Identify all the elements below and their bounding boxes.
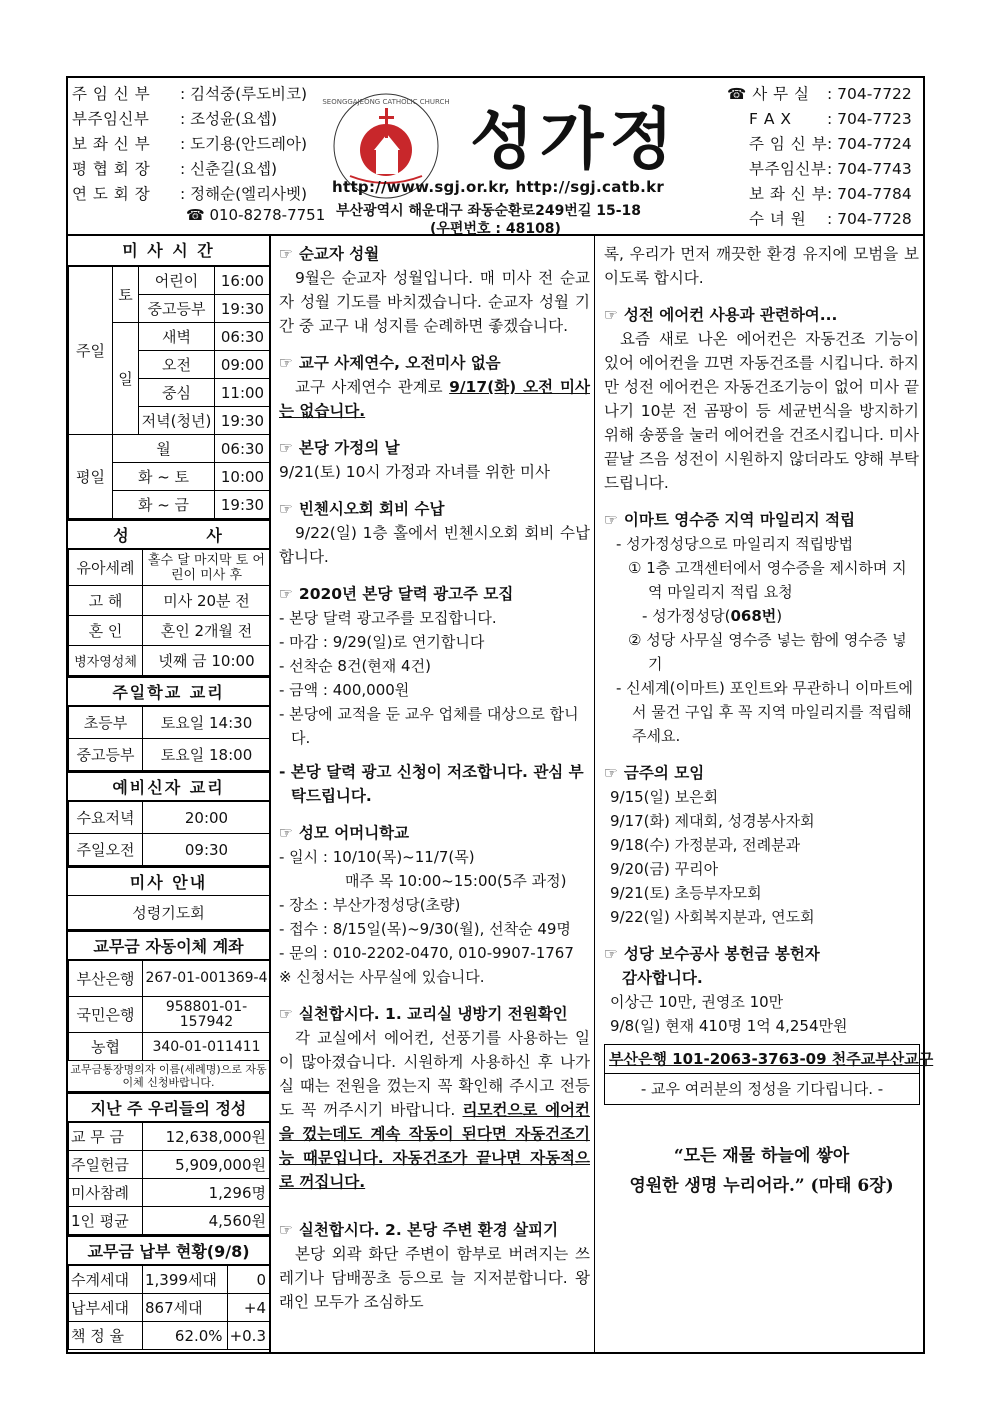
mass-name: 새벽 <box>139 323 215 351</box>
staff-list <box>72 82 307 207</box>
bank-name: 농협 <box>69 1033 143 1061</box>
list-item: - 성가정성당으로 마일리지 적립방법 <box>616 535 854 553</box>
notice-sanctuary-ac <box>604 303 919 495</box>
mass-time: 19:30 <box>215 295 271 323</box>
notice-title: 2020년 본당 달력 광고주 모집 <box>298 585 514 603</box>
quote-line: “모든 재물 하늘에 쌓아 <box>673 1146 850 1166</box>
notice-title: 성모 어머니학교 <box>298 824 410 842</box>
mass-name: 중고등부 <box>139 295 215 323</box>
contact-value: : 704-7784 <box>827 185 912 203</box>
contact-value: : 704-7724 <box>827 135 912 153</box>
table-row <box>69 739 271 771</box>
account-table <box>68 960 271 1061</box>
staff-name: : 정해순(엘리사벳) <box>180 185 308 203</box>
staff-role: 보 좌 신 부 <box>72 135 151 153</box>
notice-emphasis: 리모컨으로 에어컨을 껐는데도 계속 작동이 된다면 자동건조기능 때문입니다. 자동건조가 끝나면 자동적으로 꺼집니다. <box>279 1101 590 1191</box>
donation-note: - 교우 여러분의 정성을 기다립니다. - <box>640 1080 884 1098</box>
notice-family-day <box>279 436 590 484</box>
mass-time: 16:00 <box>215 267 271 295</box>
logo-text: SEONGGAJEONG CATHOLIC CHURCH <box>322 98 450 106</box>
staff-role: 부주임신부 <box>72 110 150 128</box>
contact-label: 보 좌 신 부 <box>749 185 828 203</box>
bulletin-page <box>66 76 934 1354</box>
list-item: ※ 신청서는 사무실에 있습니다. <box>279 968 485 986</box>
contact-label: 부주임신부 <box>749 160 827 178</box>
sacrament-time: 넷째 금 10:00 <box>143 646 271 676</box>
account-number: 267-01-001369-4 <box>143 961 271 997</box>
account-note: 교무금통장명의자 이름(세례명)으로 자동이체 신청바랍니다. <box>68 1061 269 1092</box>
notice-title: 성당 보수공사 봉헌금 봉헌자 <box>623 945 820 963</box>
contact-row <box>727 82 919 107</box>
staff-row <box>72 157 307 182</box>
phone-number: ☎ 010-8278-7751 <box>186 206 326 224</box>
notice-emphasis: 9/17(화) 오전 미사는 없습니다. <box>279 378 590 420</box>
contact-label: ☎ 사 무 실 <box>727 85 810 103</box>
sunday-school-title: 주일학교 교리 <box>68 676 269 706</box>
mass-name: 저녁(청년) <box>139 407 215 435</box>
staff-name: : 김석중(루도비코) <box>180 85 308 103</box>
sacrament-name: 고 해 <box>69 586 143 616</box>
contact-label: F A X <box>749 110 792 128</box>
notice-title: 본당 가정의 날 <box>298 439 400 457</box>
dues-label: 책 정 율 <box>69 1322 143 1350</box>
contact-value: : 704-7722 <box>827 85 912 103</box>
pointing-hand-icon: ☞ <box>279 439 293 457</box>
mass-time: 09:00 <box>215 351 271 379</box>
bank-name: 부산은행 <box>69 961 143 997</box>
bulletin-title: 성가정 <box>470 101 680 178</box>
pointing-hand-icon: ☞ <box>279 500 293 518</box>
contact-value: : 704-7743 <box>827 160 912 178</box>
offering-table <box>68 1122 271 1235</box>
notice-text: 교구 사제연수 관계로 <box>295 378 450 396</box>
notice-mothers-school <box>279 821 590 989</box>
class-time: 토요일 18:00 <box>143 739 271 771</box>
list-item: ② 성당 사무실 영수증 넣는 함에 영수증 넣기 <box>628 631 907 673</box>
list-item: ① 1층 고객센터에서 영수증을 제시하며 지역 마일리지 적립 요청 <box>628 559 907 601</box>
pointing-hand-icon: ☞ <box>279 585 293 603</box>
mass-name: 오전 <box>139 351 215 379</box>
list-item: - 선착순 8건(현재 4건) <box>279 657 431 675</box>
list-item: 9/18(수) 가정분과, 전례분과 <box>610 836 801 854</box>
list-item <box>604 604 919 628</box>
table-row <box>69 1207 271 1235</box>
dues-change: +0.3 <box>227 1322 270 1350</box>
staff-role: 연 도 회 장 <box>72 185 151 203</box>
staff-name: : 도기용(안드레아) <box>180 135 308 153</box>
staff-row <box>72 132 307 157</box>
notice-environment <box>279 1218 590 1314</box>
table-row <box>69 997 271 1033</box>
list-item: - 마감 : 9/29(일)로 연기합니다 <box>279 633 485 651</box>
sacrament-name: 혼 인 <box>69 616 143 646</box>
notice-title: 실천합시다. 1. 교리실 냉방기 전원확인 <box>298 1005 568 1023</box>
sun-label: 일 <box>113 323 139 435</box>
pointing-hand-icon: ☞ <box>604 764 618 782</box>
mass-time: 10:00 <box>215 463 271 491</box>
list-item: 9/17(화) 제대회, 성경봉사자회 <box>610 812 815 830</box>
offering-value: 12,638,000원 <box>143 1123 271 1151</box>
class-time: 09:30 <box>143 834 271 866</box>
notice-body: 본당 외곽 화단 주변이 함부로 버려지는 쓰레기나 담배꽁초 등으로 늘 지저분합니다. 왕래인 모두가 조심하도 <box>279 1245 590 1311</box>
right-column <box>596 236 934 1354</box>
notice-text: 각 교실에서 에어컨, 선풍기를 사용하는 일이 많아졌습니다. 시원하게 사용하신 후 나가실 때는 전원을 껐는지 꼭 확인해 주시고 전등도 꼭 꺼주시기 바랍니다. <box>279 1029 590 1119</box>
sacrament-name: 병자영성체 <box>69 646 143 676</box>
pointing-hand-icon: ☞ <box>279 1221 293 1239</box>
staff-row <box>72 182 307 207</box>
weekday-label: 평일 <box>69 435 113 519</box>
list-text: - 성가정성당( <box>642 607 731 625</box>
notice-body <box>279 1026 590 1194</box>
dues-table <box>68 1265 271 1350</box>
notice-body <box>279 375 590 423</box>
catechumen-table <box>68 801 271 866</box>
mass-time: 06:30 <box>215 435 271 463</box>
staff-name: : 신춘길(요셉) <box>180 160 278 178</box>
list-item: 9/8(일) 현재 410명 1억 4,254만원 <box>610 1017 848 1035</box>
mass-time: 11:00 <box>215 379 271 407</box>
quote-line: 영원한 생명 누리어라.” (마태 6장) <box>629 1176 894 1196</box>
sacrament-table <box>68 549 271 676</box>
notice-vincent-fee <box>279 497 590 569</box>
table-row <box>69 1033 271 1061</box>
staff-role: 주 임 신 부 <box>72 85 151 103</box>
pointing-hand-icon: ☞ <box>279 354 293 372</box>
table-row <box>69 616 271 646</box>
table-row <box>69 834 271 866</box>
church-address: 부산광역시 해운대구 좌동순환로249번길 15-18 <box>336 203 642 219</box>
list-item: 매주 목 10:00~15:00(5주 과정) <box>345 872 567 890</box>
table-row <box>69 267 271 295</box>
bank-name: 국민은행 <box>69 997 143 1033</box>
list-item: - 접수 : 8/15일(목)~9/30(월), 선착순 49명 <box>279 920 571 938</box>
table-row <box>69 646 271 676</box>
mass-guide-item: 성령기도회 <box>68 896 269 930</box>
middle-column <box>273 236 595 1354</box>
mass-name: 화 ~ 토 <box>113 463 215 491</box>
mass-time: 19:30 <box>215 491 271 519</box>
pointing-hand-icon: ☞ <box>604 511 618 529</box>
sacrament-time: 미사 20분 전 <box>143 586 271 616</box>
notice-martyrs-month <box>279 242 590 338</box>
list-item: 9/15(일) 보은회 <box>610 788 719 806</box>
offering-title: 지난 주 우리들의 정성 <box>68 1092 269 1122</box>
list-item: 이상근 10만, 권영조 10만 <box>610 993 784 1011</box>
notice-emart-mileage <box>604 508 919 748</box>
table-row <box>69 435 271 463</box>
mass-name: 월 <box>113 435 215 463</box>
sacrament-name: 유아세례 <box>69 550 143 586</box>
sunday-label: 주일 <box>69 267 113 435</box>
table-row <box>69 1151 271 1179</box>
dues-title: 교무금 납부 현황(9/8) <box>68 1235 269 1265</box>
notice-title: 금주의 모임 <box>623 764 705 782</box>
contact-row <box>727 107 919 132</box>
list-text: ) <box>776 607 783 625</box>
mass-time: 06:30 <box>215 323 271 351</box>
catechumen-title: 예비신자 교리 <box>68 771 269 801</box>
donation-account-box <box>604 1044 934 1105</box>
table-row <box>69 961 271 997</box>
mass-name: 중심 <box>139 379 215 407</box>
staff-row <box>72 107 307 132</box>
contact-value: : 704-7723 <box>827 110 912 128</box>
notice-body: 9/21(토) 10시 가정과 자녀를 위한 미사 <box>279 463 550 481</box>
list-item: - 본당 달력 광고 신청이 저조합니다. 관심 부탁드립니다. <box>279 763 584 805</box>
donation-account-number: 부산은행 101-2063-3763-09 천주교부산교구 <box>605 1045 919 1074</box>
offering-value: 1,296명 <box>143 1179 271 1207</box>
list-item: - 신세계(이마트) 포인트와 무관하니 이마트에서 물건 구입 후 꼭 지역 마일리지를 적립해 주세요. <box>616 679 914 745</box>
scripture-quote <box>604 1141 919 1201</box>
notice-title: 성전 에어컨 사용과 관련하여... <box>623 306 838 324</box>
staff-row <box>72 82 307 107</box>
notice-title: 감사합니다. <box>622 969 703 987</box>
notice-title: 이마트 영수증 지역 마일리지 적립 <box>623 511 856 529</box>
dues-value: 867세대 <box>143 1294 228 1322</box>
dues-label: 수계세대 <box>69 1266 143 1294</box>
left-sidebar <box>68 236 271 1354</box>
class-name: 초등부 <box>69 707 143 739</box>
list-item: 9/20(금) 꾸리아 <box>610 860 719 878</box>
saturday-label: 토 <box>113 267 139 323</box>
header <box>68 78 923 236</box>
table-row <box>69 1322 271 1350</box>
contact-label: 수 녀 원 <box>749 210 807 228</box>
notice-body: 록, 우리가 먼저 깨끗한 환경 유지에 모범을 보이도록 합시다. <box>604 245 919 287</box>
table-row <box>69 802 271 834</box>
table-row <box>69 1266 271 1294</box>
notice-environment-cont <box>604 242 919 290</box>
notice-body: 9/22(일) 1층 홀에서 빈첸시오회 회비 수납합니다. <box>279 524 590 566</box>
mass-name: 화 ~ 금 <box>113 491 215 519</box>
contact-list <box>727 82 919 232</box>
list-item: - 장소 : 부산가정성당(초량) <box>279 896 461 914</box>
dues-value: 1,399세대 <box>143 1266 228 1294</box>
offering-label: 1인 평균 <box>69 1207 143 1235</box>
list-item: 9/21(토) 초등부자모회 <box>610 884 762 902</box>
notice-repair-donors <box>604 942 919 1038</box>
list-item: 9/22(일) 사회복지분과, 연도회 <box>610 908 815 926</box>
sunday-school-table <box>68 706 271 771</box>
offering-label: 미사참례 <box>69 1179 143 1207</box>
table-row <box>69 707 271 739</box>
contact-row <box>727 157 919 182</box>
staff-role: 평 협 회 장 <box>72 160 151 178</box>
table-row <box>69 550 271 586</box>
sacrament-title: 성 사 <box>68 519 269 549</box>
account-number: 958801-01-157942 <box>143 997 271 1033</box>
notice-body: 9월은 순교자 성월입니다. 매 미사 전 순교자 성월 기도를 바치겠습니다. 순교자 성월 기간 중 교구 내 성지를 순례하면 좋겠습니다. <box>279 269 590 335</box>
offering-label: 주일헌금 <box>69 1151 143 1179</box>
dues-label: 납부세대 <box>69 1294 143 1322</box>
mass-time-table <box>68 266 271 519</box>
list-item: - 문의 : 010-2202-0470, 010-9907-1767 <box>279 944 574 962</box>
contact-row <box>727 207 919 232</box>
mass-guide-title: 미사 안내 <box>68 866 269 896</box>
dues-value: 62.0% <box>143 1322 228 1350</box>
offering-label: 교 무 금 <box>69 1123 143 1151</box>
account-title: 교무금 자동이체 계좌 <box>68 930 269 960</box>
list-item: - 본당에 교적을 둔 교우 업체를 대상으로 합니다. <box>279 705 579 747</box>
table-row <box>69 586 271 616</box>
notice-title: 실천합시다. 2. 본당 주변 환경 살피기 <box>298 1221 559 1239</box>
list-item: - 본당 달력 광고주를 모집합니다. <box>279 609 497 627</box>
class-time: 20:00 <box>143 802 271 834</box>
table-row <box>69 1294 271 1322</box>
mass-time-title: 미 사 시 간 <box>68 236 269 266</box>
notice-calendar-ads <box>279 582 590 808</box>
offering-value: 4,560원 <box>143 1207 271 1235</box>
notice-classroom-ac <box>279 1002 590 1194</box>
notice-title: 교구 사제연수, 오전미사 없음 <box>298 354 501 372</box>
sacrament-time: 혼인 2개월 전 <box>143 616 271 646</box>
list-item: - 금액 : 400,000원 <box>279 681 410 699</box>
pointing-hand-icon: ☞ <box>279 1005 293 1023</box>
class-name: 수요저녁 <box>69 802 143 834</box>
contact-label: 주 임 신 부 <box>749 135 828 153</box>
mass-time: 19:30 <box>215 407 271 435</box>
mass-name: 어린이 <box>139 267 215 295</box>
list-emphasis: 068번 <box>730 607 777 625</box>
pointing-hand-icon: ☞ <box>604 945 618 963</box>
dues-change: 0 <box>227 1266 270 1294</box>
contact-row <box>727 182 919 207</box>
notice-title: 빈첸시오회 회비 수납 <box>298 500 445 518</box>
pointing-hand-icon: ☞ <box>279 824 293 842</box>
notice-title: 순교자 성월 <box>298 245 380 263</box>
notice-priest-training <box>279 351 590 423</box>
dues-change: +4 <box>227 1294 270 1322</box>
table-row <box>69 1179 271 1207</box>
pointing-hand-icon: ☞ <box>279 245 293 263</box>
pointing-hand-icon: ☞ <box>604 306 618 324</box>
offering-value: 5,909,000원 <box>143 1151 271 1179</box>
sacrament-time: 홀수 달 마지막 토 어린이 미사 후 <box>143 550 271 586</box>
website-links[interactable]: http://www.sgj.or.kr, http://sgj.catb.kr <box>332 178 665 196</box>
zip-code: (우편번호 : 48108) <box>430 221 561 237</box>
class-time: 토요일 14:30 <box>143 707 271 739</box>
class-name: 주일오전 <box>69 834 143 866</box>
class-name: 중고등부 <box>69 739 143 771</box>
account-number: 340-01-011411 <box>143 1033 271 1061</box>
contact-row <box>727 132 919 157</box>
notice-body: 요즘 새로 나온 에어컨은 자동건조 기능이 있어 에어컨을 끄면 자동건조를 시킵니다. 하지만 성전 에어컨은 자동건조기능이 없어 미사 끝나기 10분 전 곰팡이 등 세균번식을 방지하기 위해 송풍을 눌러 에어컨을 건조시킵니다. 미사 끝날 즈음 성전이 시원하지 않더라도 양해 부탁드립니다. <box>604 330 919 492</box>
table-row <box>69 1123 271 1151</box>
list-item: - 일시 : 10/10(목)~11/7(목) <box>279 848 475 866</box>
notice-weekly-meetings <box>604 761 919 929</box>
staff-name: : 조성윤(요셉) <box>180 110 278 128</box>
contact-value: : 704-7728 <box>827 210 912 228</box>
